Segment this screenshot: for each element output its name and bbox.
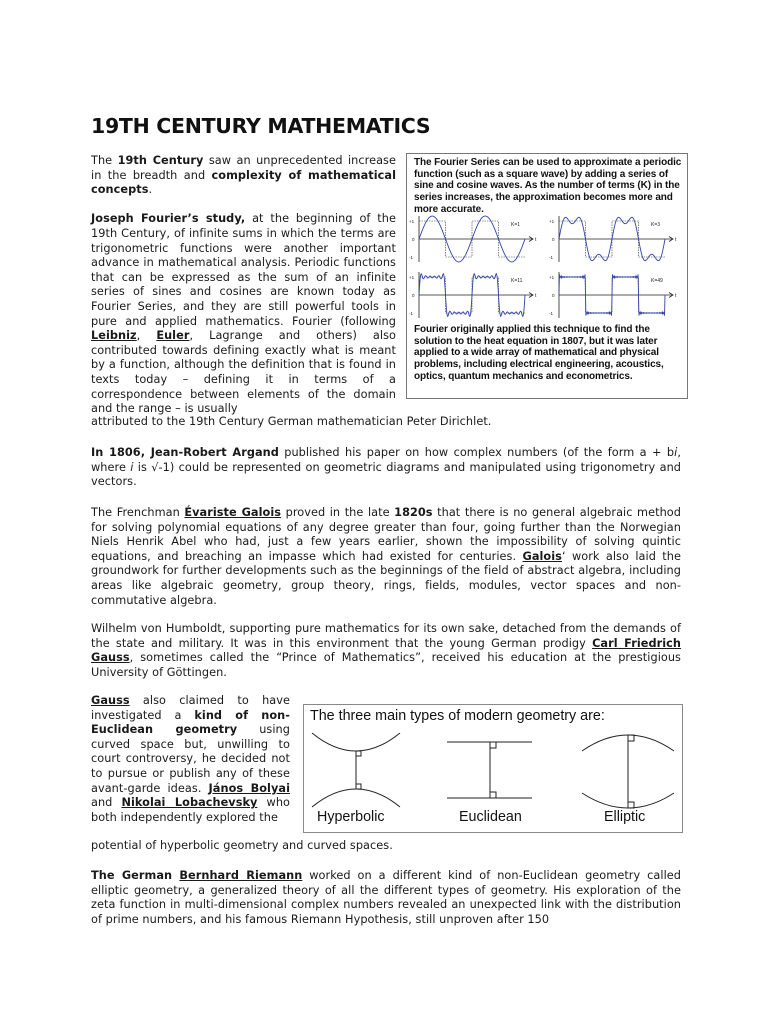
- paragraph-fourier-tail: attributed to the 19th Century German mathematician Peter Dirichlet.: [91, 415, 492, 428]
- fourier-caption-bottom: Fourier originally applied this technique to find the solution to the heat equation in 1807, but it was later applied to a wide array of mathematical and physical problems, including electrical engineering, acoustics, optics, quantum mechanics and econometrics.: [414, 324, 664, 382]
- fourier-tick-zero: 0: [552, 293, 555, 298]
- text-run: , Lagrange and others) also contributed towards defining exactly what is meant by a function, although the definition that is found in texts today – defining it in terms of a correspondence between elements of the domain and the range – is usually: [91, 329, 396, 416]
- paragraph-riemann: [91, 869, 681, 927]
- geometry-figure-title: The three main types of modern geometry are:: [310, 708, 605, 724]
- text-run: at the beginning of the 19th Century, of infinite sums in which the terms are trigonometric functions were another important advance in mathematical analysis. Periodic functions that can be expressed as the sum of an infinite series of sines and cosines are known today as Fourier Series, and they are still powerful tools in pure and applied mathematics. Fourier (following: [91, 212, 396, 328]
- text-run: ‘ work also laid the groundwork for further developments such as the beginnings of the field of abstract algebra, including areas like algebraic geometry, group theory, rings, fields, modules, vector spaces and non-commutative algebra.: [91, 549, 681, 607]
- fourier-k-label: K=49: [651, 278, 663, 284]
- text-run: that there is no general algebraic method for solving polynomial equations of any degree greater than four, going further than the Norwegian Niels Henrik Abel who had, just a few years earlier, shown the impossibility of solving quintic equations, and breaching an impasse which had existed for centuries.: [91, 506, 681, 563]
- text-run: , where: [91, 446, 681, 474]
- intro-column: [91, 154, 396, 417]
- text-run: and: [91, 796, 122, 810]
- fourier-t-label: t: [675, 237, 677, 243]
- euclidean-right-angle-bottom: [490, 792, 496, 798]
- text-run: .: [148, 183, 153, 197]
- bold-argand: In 1806, Jean-Robert Argand: [91, 446, 279, 459]
- elliptic-right-angle-top: [628, 735, 634, 741]
- fourier-t-label: t: [675, 293, 677, 299]
- link-evariste-galois[interactable]: Évariste Galois: [184, 506, 282, 519]
- fourier-tick-plus-one: +1: [409, 275, 415, 280]
- euclidean-diagram: [447, 742, 532, 798]
- fourier-panel-4: [549, 272, 677, 318]
- text-run: Wilhelm von Humboldt, supporting pure mathematics for its own sake, detached from the demands of the state and military. It was in this environment that the young German prodigy: [91, 622, 681, 650]
- fourier-tick-zero: 0: [412, 237, 415, 242]
- elliptic-right-angle-bottom: [628, 802, 634, 808]
- text-run: proved in the late: [281, 506, 395, 519]
- italic-i: i: [130, 460, 134, 474]
- bold-19th-century: 19th Century: [117, 154, 204, 167]
- text-run: published his paper on how complex numbers (of the form a + b: [278, 446, 675, 459]
- fourier-tick-plus-one: +1: [549, 275, 555, 280]
- elliptic-diagram: [582, 735, 674, 808]
- text-run: is √-1) could be represented on geometric diagrams and manipulated using trigonometry and vectors.: [91, 460, 682, 489]
- link-leibniz[interactable]: Leibniz: [91, 329, 137, 343]
- link-nikolai-lobachevsky[interactable]: Nikolai Lobachevsky: [121, 796, 258, 810]
- link-euler[interactable]: Euler: [156, 329, 190, 343]
- fourier-plots: [407, 212, 687, 324]
- fourier-panel-2: [549, 216, 677, 262]
- text-run: , sometimes called the “Prince of Mathematics”, received his education at the prestigious University of Göttingen.: [91, 651, 681, 679]
- text-run: who both independently explored the: [91, 796, 290, 824]
- fourier-tick-minus-one: -1: [409, 311, 414, 316]
- fourier-tick-plus-one: +1: [409, 219, 415, 224]
- fourier-tick-minus-one: -1: [549, 255, 554, 260]
- fourier-k-label: K=11: [511, 278, 523, 284]
- hyperbolic-diagram: [312, 733, 400, 807]
- fourier-t-label: t: [535, 237, 537, 243]
- paragraph-gauss: [91, 694, 290, 825]
- text-run: worked on a different kind of non-Euclidean geometry called elliptic geometry, a generalized theory of all the different types of geometry. His exploration of the zeta function in multi-dimensional complex numbers revealed an unexpected link with the distribution of prime numbers, and his famous Riemann Hypothesis, still unproven after 150: [91, 869, 681, 926]
- fourier-tick-minus-one: -1: [409, 255, 414, 260]
- hyperbolic-right-angle-top: [356, 751, 361, 756]
- page-title: 19TH CENTURY MATHEMATICS: [91, 114, 431, 138]
- fourier-tick-zero: 0: [552, 237, 555, 242]
- fourier-tick-zero: 0: [412, 293, 415, 298]
- label-hyperbolic: Hyperbolic: [317, 809, 385, 825]
- paragraph-intro: [91, 154, 396, 198]
- paragraph-galois: [91, 506, 681, 608]
- text-run: saw an unprecedented increase in the breadth and: [91, 154, 396, 182]
- text-run: ,: [136, 329, 157, 343]
- label-euclidean: Euclidean: [459, 809, 522, 825]
- fourier-tick-minus-one: -1: [549, 311, 554, 316]
- text-run: also claimed to have investigated a: [91, 694, 290, 722]
- link-galois[interactable]: Galois: [522, 549, 562, 563]
- hyperbolic-upper-curve: [312, 733, 400, 751]
- geometry-diagrams: [304, 727, 682, 811]
- fourier-series-figure: [406, 153, 688, 399]
- paragraph-gauss-tail: potential of hyperbolic geometry and curved spaces.: [91, 839, 393, 852]
- text-run: The Frenchman: [91, 506, 185, 519]
- bold-fourier-study: Joseph Fourier’s study,: [91, 212, 246, 226]
- italic-i: i: [674, 446, 678, 459]
- bold-complexity: complexity of mathematical concepts: [91, 168, 396, 197]
- paragraph-humboldt: [91, 622, 681, 680]
- hyperbolic-right-angle-bottom: [356, 784, 361, 789]
- fourier-t-label: t: [535, 293, 537, 299]
- geometry-types-figure: [303, 704, 683, 833]
- label-elliptic: Elliptic: [604, 809, 646, 825]
- bold-the-german: The German: [91, 869, 180, 882]
- link-gauss[interactable]: Gauss: [91, 694, 130, 707]
- fourier-k-label: K=3: [651, 222, 661, 228]
- paragraph-argand: [91, 446, 681, 490]
- paragraph-fourier: [91, 212, 396, 416]
- fourier-panel-1: [409, 216, 537, 262]
- text-run: The: [91, 154, 118, 167]
- hyperbolic-lower-curve: [312, 789, 400, 807]
- fourier-tick-plus-one: +1: [549, 219, 555, 224]
- euclidean-right-angle-top: [490, 742, 496, 748]
- bold-1820s: 1820s: [394, 506, 433, 519]
- link-carl-friedrich-gauss[interactable]: Carl Friedrich Gauss: [91, 636, 682, 665]
- bold-non-euclidean: kind of non-Euclidean geometry: [91, 708, 290, 737]
- fourier-caption-top: The Fourier Series can be used to approximate a periodic function (such as a square wave) by adding a series of sine and cosine waves. As the number of terms (K) in the series increases, the approximation becomes more and more accurate.: [414, 157, 682, 215]
- text-run: using curved space but, unwilling to court controversy, he decided not to pursue or publish any of these avant-garde ideas.: [91, 723, 290, 795]
- fourier-k-label: K=1: [511, 222, 521, 228]
- link-bernhard-riemann[interactable]: Bernhard Riemann: [179, 869, 303, 882]
- fourier-panel-3: [409, 272, 537, 318]
- link-janos-bolyai[interactable]: János Bolyai: [208, 781, 290, 795]
